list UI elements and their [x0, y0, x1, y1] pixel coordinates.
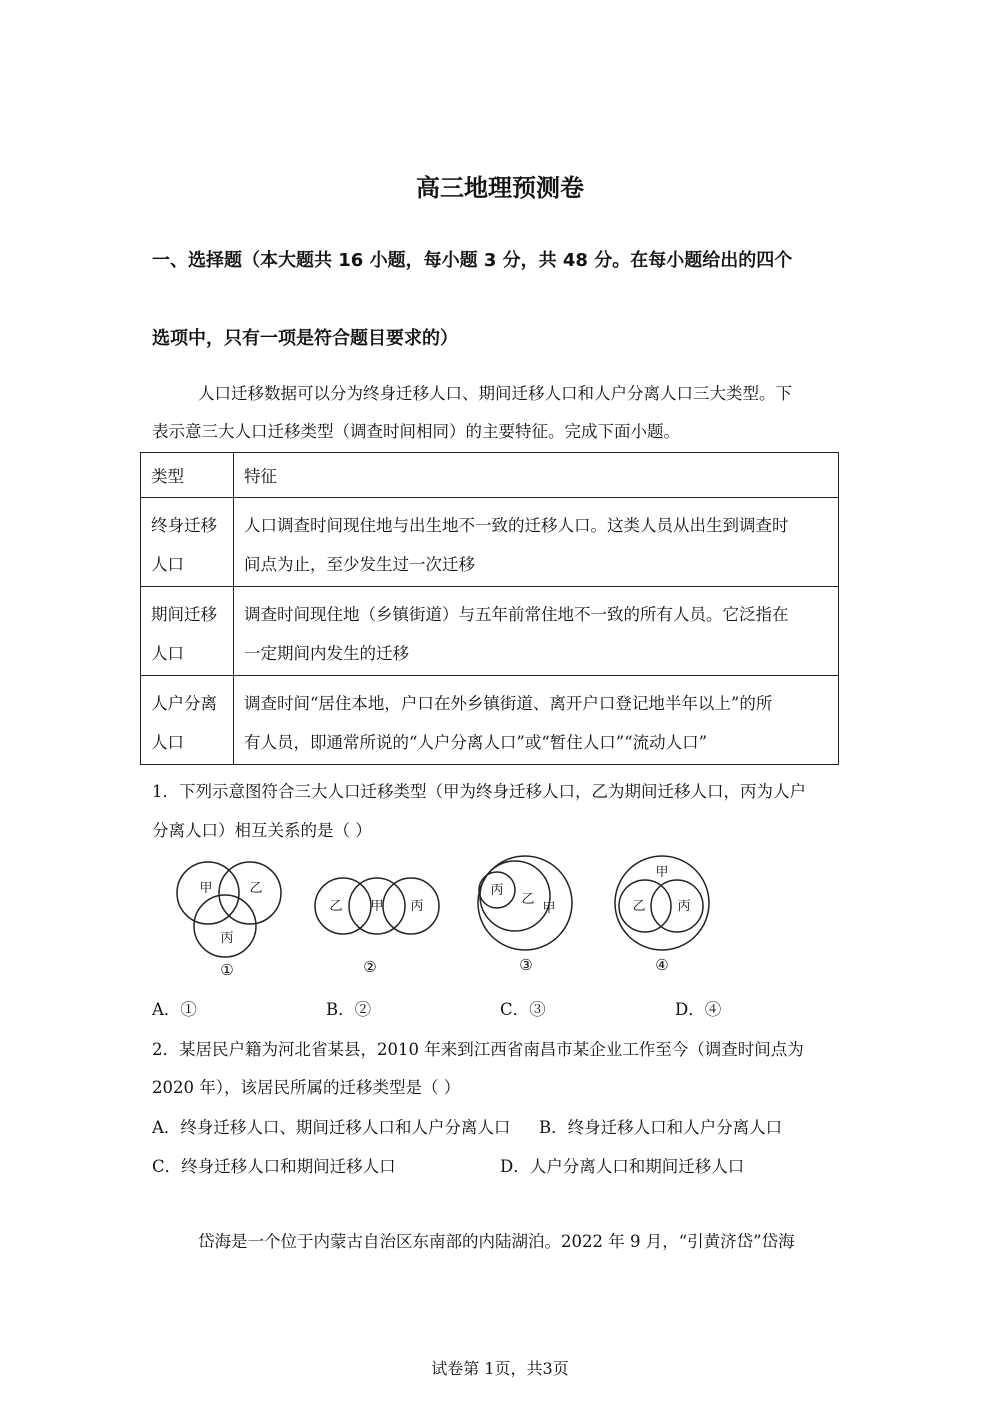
table-cell-type: 人户分离 人口 [141, 676, 234, 765]
question2-line1: 2．某居民户籍为河北省某县，2010 年来到江西省南昌市某企业工作至今（调查时间点为 [152, 1040, 804, 1059]
page-title: 高三地理预测卷 [416, 174, 584, 202]
venn2-label-bing: 丙 [410, 899, 424, 914]
venn4-label-yi: 乙 [632, 899, 646, 914]
q2-option-b[interactable]: B．终身迁移人口和人户分离人口 [539, 1118, 783, 1137]
q1-option-d[interactable]: D．④ [675, 1000, 722, 1019]
passage2-line1: 岱海是一个位于内蒙古自治区东南部的内陆湖泊。2022 年 9 月，“引黄济岱”岱海 [198, 1232, 795, 1251]
section-heading-line1: 一、选择题（本大题共 16 小题，每小题 3 分，共 48 分。在每小题给出的四个 [152, 250, 793, 271]
q1-option-b[interactable]: B．② [326, 1000, 372, 1019]
question1-line2: 分离人口）相互关系的是（ ） [152, 821, 372, 840]
q2-option-c[interactable]: C．终身迁移人口和期间迁移人口 [152, 1157, 396, 1176]
table-row [141, 498, 839, 587]
venn2-number: ② [363, 958, 377, 976]
table-cell-feature: 调查时间“居住本地，户口在外乡镇街道、离开户口登记地半年以上”的所 有人员，即通常所说的“人户分离人口”或“暂住人口”“流动人口” [234, 676, 839, 765]
section-heading-line2: 选项中，只有一项是符合题目要求的） [152, 328, 458, 349]
venn3-label-jia: 甲 [542, 901, 556, 916]
question1-line1: 1．下列示意图符合三大人口迁移类型（甲为终身迁移人口，乙为期间迁移人口，丙为人户 [152, 782, 806, 801]
table-cell-type: 终身迁移 人口 [141, 498, 234, 587]
table-cell-type: 期间迁移 人口 [141, 587, 234, 676]
question2-line2: 2020 年），该居民所属的迁移类型是（ ） [152, 1078, 461, 1097]
page-footer: 试卷第 1页，共3页 [431, 1359, 569, 1378]
venn1-label-yi: 乙 [249, 881, 263, 896]
table-row [141, 587, 839, 676]
table-cell-feature: 人口调查时间现住地与出生地不一致的迁移人口。这类人员从出生到调查时 间点为止，至少发生过一次迁移 [234, 498, 839, 587]
venn1-label-bing: 丙 [220, 931, 234, 946]
q1-option-a[interactable]: A．① [152, 1000, 197, 1019]
venn4-label-bing: 丙 [677, 899, 691, 914]
venn1-circle-bing [194, 895, 256, 957]
venn4-label-jia: 甲 [655, 865, 669, 880]
venn-diagrams-svg [160, 848, 740, 983]
q2-option-a[interactable]: A．终身迁移人口、期间迁移人口和人户分离人口 [152, 1118, 511, 1137]
table-header-row [141, 453, 839, 498]
venn1-number: ① [220, 961, 234, 979]
venn3-label-bing: 丙 [490, 883, 504, 898]
q1-option-c[interactable]: C．③ [500, 1000, 546, 1019]
table-row [141, 676, 839, 765]
table-cell-feature: 调查时间现住地（乡镇街道）与五年前常住地不一致的所有人员。它泛指在 一定期间内发生的迁移 [234, 587, 839, 676]
table-header-type: 类型 [141, 453, 234, 498]
intro-line1: 人口迁移数据可以分为终身迁移人口、期间迁移人口和人户分离人口三大类型。下 [198, 384, 792, 403]
intro-line2: 表示意三大人口迁移类型（调查时间相同）的主要特征。完成下面小题。 [152, 422, 680, 441]
venn2-label-jia: 甲 [370, 899, 384, 914]
q2-option-d[interactable]: D．人户分离人口和期间迁移人口 [500, 1157, 745, 1176]
migration-type-table [140, 452, 839, 765]
venn3-label-yi: 乙 [521, 892, 535, 907]
venn4-number: ④ [655, 956, 669, 974]
venn2-label-yi: 乙 [329, 899, 343, 914]
venn1-label-jia: 甲 [199, 881, 213, 896]
venn3-number: ③ [519, 956, 533, 974]
table-header-feature: 特征 [234, 453, 839, 498]
venn2-circle-yi [315, 878, 371, 934]
venn-diagrams [160, 848, 740, 983]
